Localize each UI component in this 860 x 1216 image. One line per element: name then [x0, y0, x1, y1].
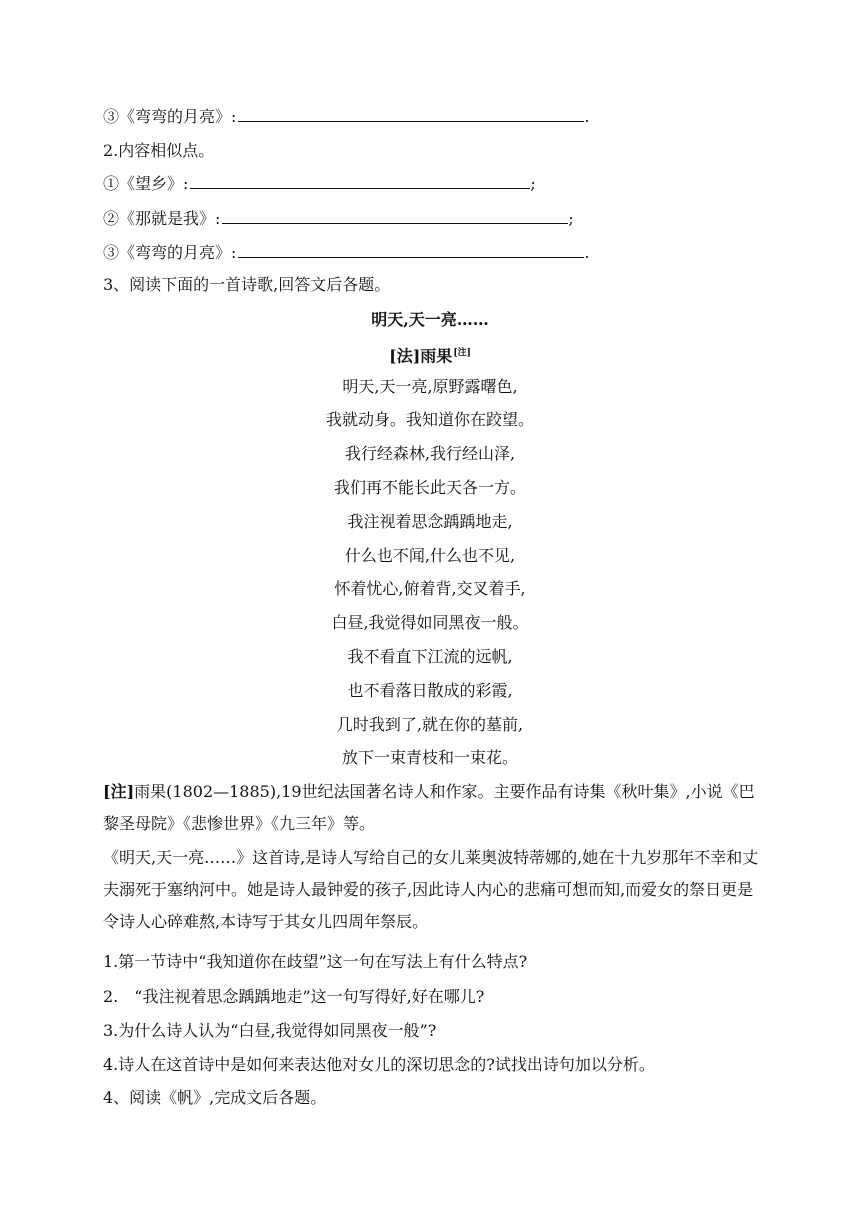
- poem-line: 我注视着思念踽踽地走,: [347, 512, 513, 531]
- answer-end: .: [584, 243, 590, 262]
- poem-line: 我不看直下江流的远帆,: [347, 647, 513, 666]
- answer-line-wangxiang: [103, 172, 536, 195]
- answer-label: ③《弯弯的月亮》:: [103, 243, 237, 262]
- question-2: 2. “我注视着思念踽踽地走”这一句写得好,好在哪儿?: [103, 987, 485, 1006]
- poem-line: 几时我到了,就在你的墓前,: [336, 715, 524, 734]
- note-text: 雨果(1802—1885),19世纪法国著名诗人和作家。主要作品有诗集《秋叶集》,小说《巴黎圣母院》《悲惨世界》《九三年》等。: [103, 782, 755, 833]
- poem-background: 《明天,天一亮……》这首诗,是诗人写给自己的女儿莱奥波特蒂娜的,她在十九岁那年不幸和丈夫溺死于塞纳河中。她是诗人最钟爱的孩子,因此诗人内心的悲痛可想而知,而爱女的祭日更是令诗人心碎难熬,本诗写于其女儿四周年祭辰。: [103, 848, 759, 931]
- poem-author: [0, 342, 860, 367]
- answer-line-moon-2: [103, 241, 590, 264]
- answer-label: ①《望乡》:: [103, 174, 189, 193]
- answer-blank[interactable]: [238, 105, 584, 122]
- question-1: 1.第一节诗中“我知道你在歧望”这一句在写法上有什么特点?: [103, 952, 528, 971]
- poem-line: 我行经森林,我行经山泽,: [344, 444, 516, 463]
- poem-line: 白昼,我觉得如同黑夜一般。: [331, 613, 529, 632]
- answer-label: ②《那就是我》:: [103, 209, 221, 228]
- poem-line: 什么也不闻,什么也不见,: [344, 546, 516, 565]
- poem-line: 明天,天一亮,原野露曙色,: [342, 377, 518, 396]
- section2-heading: 2.内容相似点。: [103, 141, 215, 160]
- answer-line-moon-1: [103, 105, 590, 128]
- poem-line: 怀着忧心,俯着背,交叉着手,: [334, 579, 526, 598]
- poem-line: 也不看落日散成的彩霞,: [347, 681, 513, 700]
- section3-intro: 3、阅读下面的一首诗歌,回答文后各题。: [103, 275, 391, 294]
- question-3: 3.为什么诗人认为“白昼,我觉得如同黑夜一般”?: [103, 1021, 437, 1040]
- answer-label: ③《弯弯的月亮》:: [103, 107, 237, 126]
- poem-author-name: [法]雨果: [389, 346, 453, 366]
- answer-end: .: [584, 107, 590, 126]
- answer-blank[interactable]: [238, 241, 584, 258]
- poem-line: 放下一束青枝和一束花。: [341, 748, 518, 767]
- poem-title: 明天,天一亮……: [371, 310, 489, 329]
- author-note: [103, 776, 763, 840]
- author-note-mark: [注]: [453, 348, 471, 358]
- section4-intro: 4、阅读《帆》,完成文后各题。: [103, 1088, 327, 1107]
- poem-line: 我们再不能长此天各一方。: [333, 478, 526, 497]
- answer-end: ;: [530, 174, 536, 193]
- poem-line: 我就动身。我知道你在跤望。: [325, 410, 534, 429]
- note-mark: [注]: [103, 782, 135, 801]
- answer-blank[interactable]: [222, 207, 568, 224]
- answer-line-najiushiwo: [103, 207, 574, 230]
- answer-end: ;: [568, 209, 574, 228]
- answer-blank[interactable]: [190, 172, 530, 189]
- question-4: 4.诗人在这首诗中是如何来表达他对女儿的深切思念的?试找出诗句加以分析。: [103, 1055, 655, 1074]
